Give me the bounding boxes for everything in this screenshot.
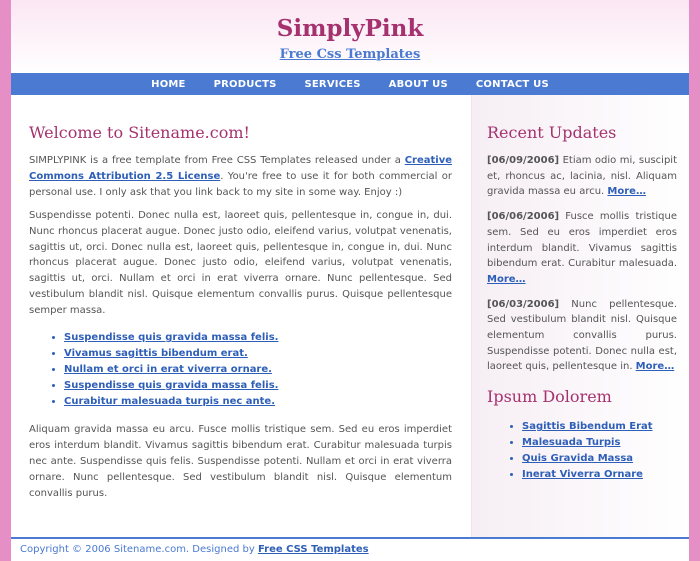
sidebar-link-list [487, 419, 677, 483]
intro-text-2: . You're free to use it for both commercial or personal use. I only ask that you link back to my site in some way. Enjoy :) [29, 170, 452, 198]
update-date: [06/06/2006] [487, 211, 560, 223]
more-link[interactable]: More… [607, 186, 646, 198]
update-date: [06/09/2006] [487, 155, 560, 166]
license-link[interactable]: Creative Commons Attribution 2.5 License [29, 155, 452, 182]
site-title: SimplyPink [276, 15, 424, 42]
body-paragraph-2: Suspendisse potenti. Donec nulla est, laoreet quis, pellentesque in, congue in, dui. Nunc rhoncus placerat augue. Donec justo odio, eleifend varius, volutpat venenatis, sagittis ut, orci. Donec nulla est, laoreet quis, pellentesque in, congue in, dui. Nunc rhoncus placerat augue. Donec justo odio, eleifend varius, volutpat venenatis, sagittis ut, orci. Nullam et orci in erat viverra ornare. Nunc pellentesque. Sed vestibulum blandit nisl. Quisque elementum convallis purus. Quisque pellentesque semper massa. [29, 209, 452, 317]
update-item [487, 209, 677, 288]
ipsum-dolorem-heading: Ipsum Dolorem [487, 387, 612, 407]
list-item [64, 378, 452, 394]
list-item [64, 330, 452, 346]
sidebar-link[interactable]: Malesuada Turpis [522, 437, 621, 449]
list-item [64, 362, 452, 378]
intro-paragraph [29, 153, 452, 201]
intro-text-1: SIMPLYPINK is a free template from Free CSS Templates released under a [29, 155, 405, 166]
update-item [487, 297, 677, 376]
more-link[interactable]: More… [487, 273, 526, 285]
main-column [29, 123, 452, 509]
recent-updates-heading: Recent Updates [487, 123, 617, 142]
list-item [522, 435, 677, 451]
update-text: Nunc pellentesque. Sed vestibulum blandit nisl. Quisque elementum convallis purus. Suspendisse potenti. Donec nulla est, laoreet quis, pellentesque in. [487, 298, 677, 373]
sidebar-link[interactable]: Sagittis Bibendum Erat [522, 421, 653, 433]
list-item [64, 394, 452, 410]
list-item [522, 467, 677, 483]
nav-contact-us[interactable]: CONTACT US [475, 78, 549, 90]
sidebar-link[interactable]: Inerat Viverra Ornare [522, 469, 643, 481]
main-list-link[interactable]: Nullam et orci in erat viverra ornare. [64, 364, 272, 376]
content-area [11, 95, 689, 537]
site-header [11, 0, 689, 73]
main-link-list [29, 330, 452, 410]
more-link[interactable]: More… [635, 361, 675, 373]
footer-designer-link[interactable]: Free CSS Templates [257, 544, 369, 555]
body-paragraph-3: Aliquam gravida massa eu arcu. Fusce mollis tristique sem. Sed eu eros imperdiet eros interdum blandit. Vivamus sagittis bibendum erat. Curabitur malesuada turpis nec ante. Suspendisse quis felis. Suspendisse potenti. Nullam et orci in erat viverra ornare. Nunc pellentesque. Sed vestibulum blandit nisl. Quisque elementum convallis purus. [29, 424, 452, 499]
site-footer [11, 537, 689, 561]
main-list-link[interactable]: Suspendisse quis gravida massa felis. [64, 332, 279, 344]
nav-services[interactable]: SERVICES [304, 78, 361, 90]
main-list-link[interactable]: Vivamus sagittis bibendum erat. [64, 348, 248, 360]
list-item [522, 419, 677, 435]
nav-about-us[interactable]: ABOUT US [388, 78, 448, 90]
main-list-link[interactable]: Curabitur malesuada turpis nec ante. [64, 396, 276, 408]
list-item [522, 451, 677, 467]
welcome-heading: Welcome to Sitename.com! [29, 123, 250, 142]
update-item [487, 153, 677, 200]
update-text: Etiam odio mi, suscipit et, rhoncus ac, lacinia, nisl. Aliquam gravida massa eu arcu. [487, 155, 677, 198]
main-list-link[interactable]: Suspendisse quis gravida massa felis. [64, 380, 279, 392]
update-date: [06/03/2006] [487, 298, 560, 310]
nav-home[interactable]: HOME [151, 78, 186, 90]
list-item [64, 346, 452, 362]
sidebar [471, 95, 689, 537]
main-nav [11, 73, 689, 95]
sidebar-link[interactable]: Quis Gravida Massa [522, 453, 634, 465]
page-wrapper [11, 0, 689, 561]
site-subtitle-link[interactable]: Free Css Templates [279, 47, 421, 62]
footer-text: Copyright © 2006 Sitename.com. Designed by [20, 544, 258, 555]
update-text: Fusce mollis tristique sem. Sed eu eros imperdiet eros interdum blandit. Vivamus sagittis bibendum erat. Curabitur malesuada. [487, 211, 677, 270]
nav-products[interactable]: PRODUCTS [213, 78, 277, 90]
